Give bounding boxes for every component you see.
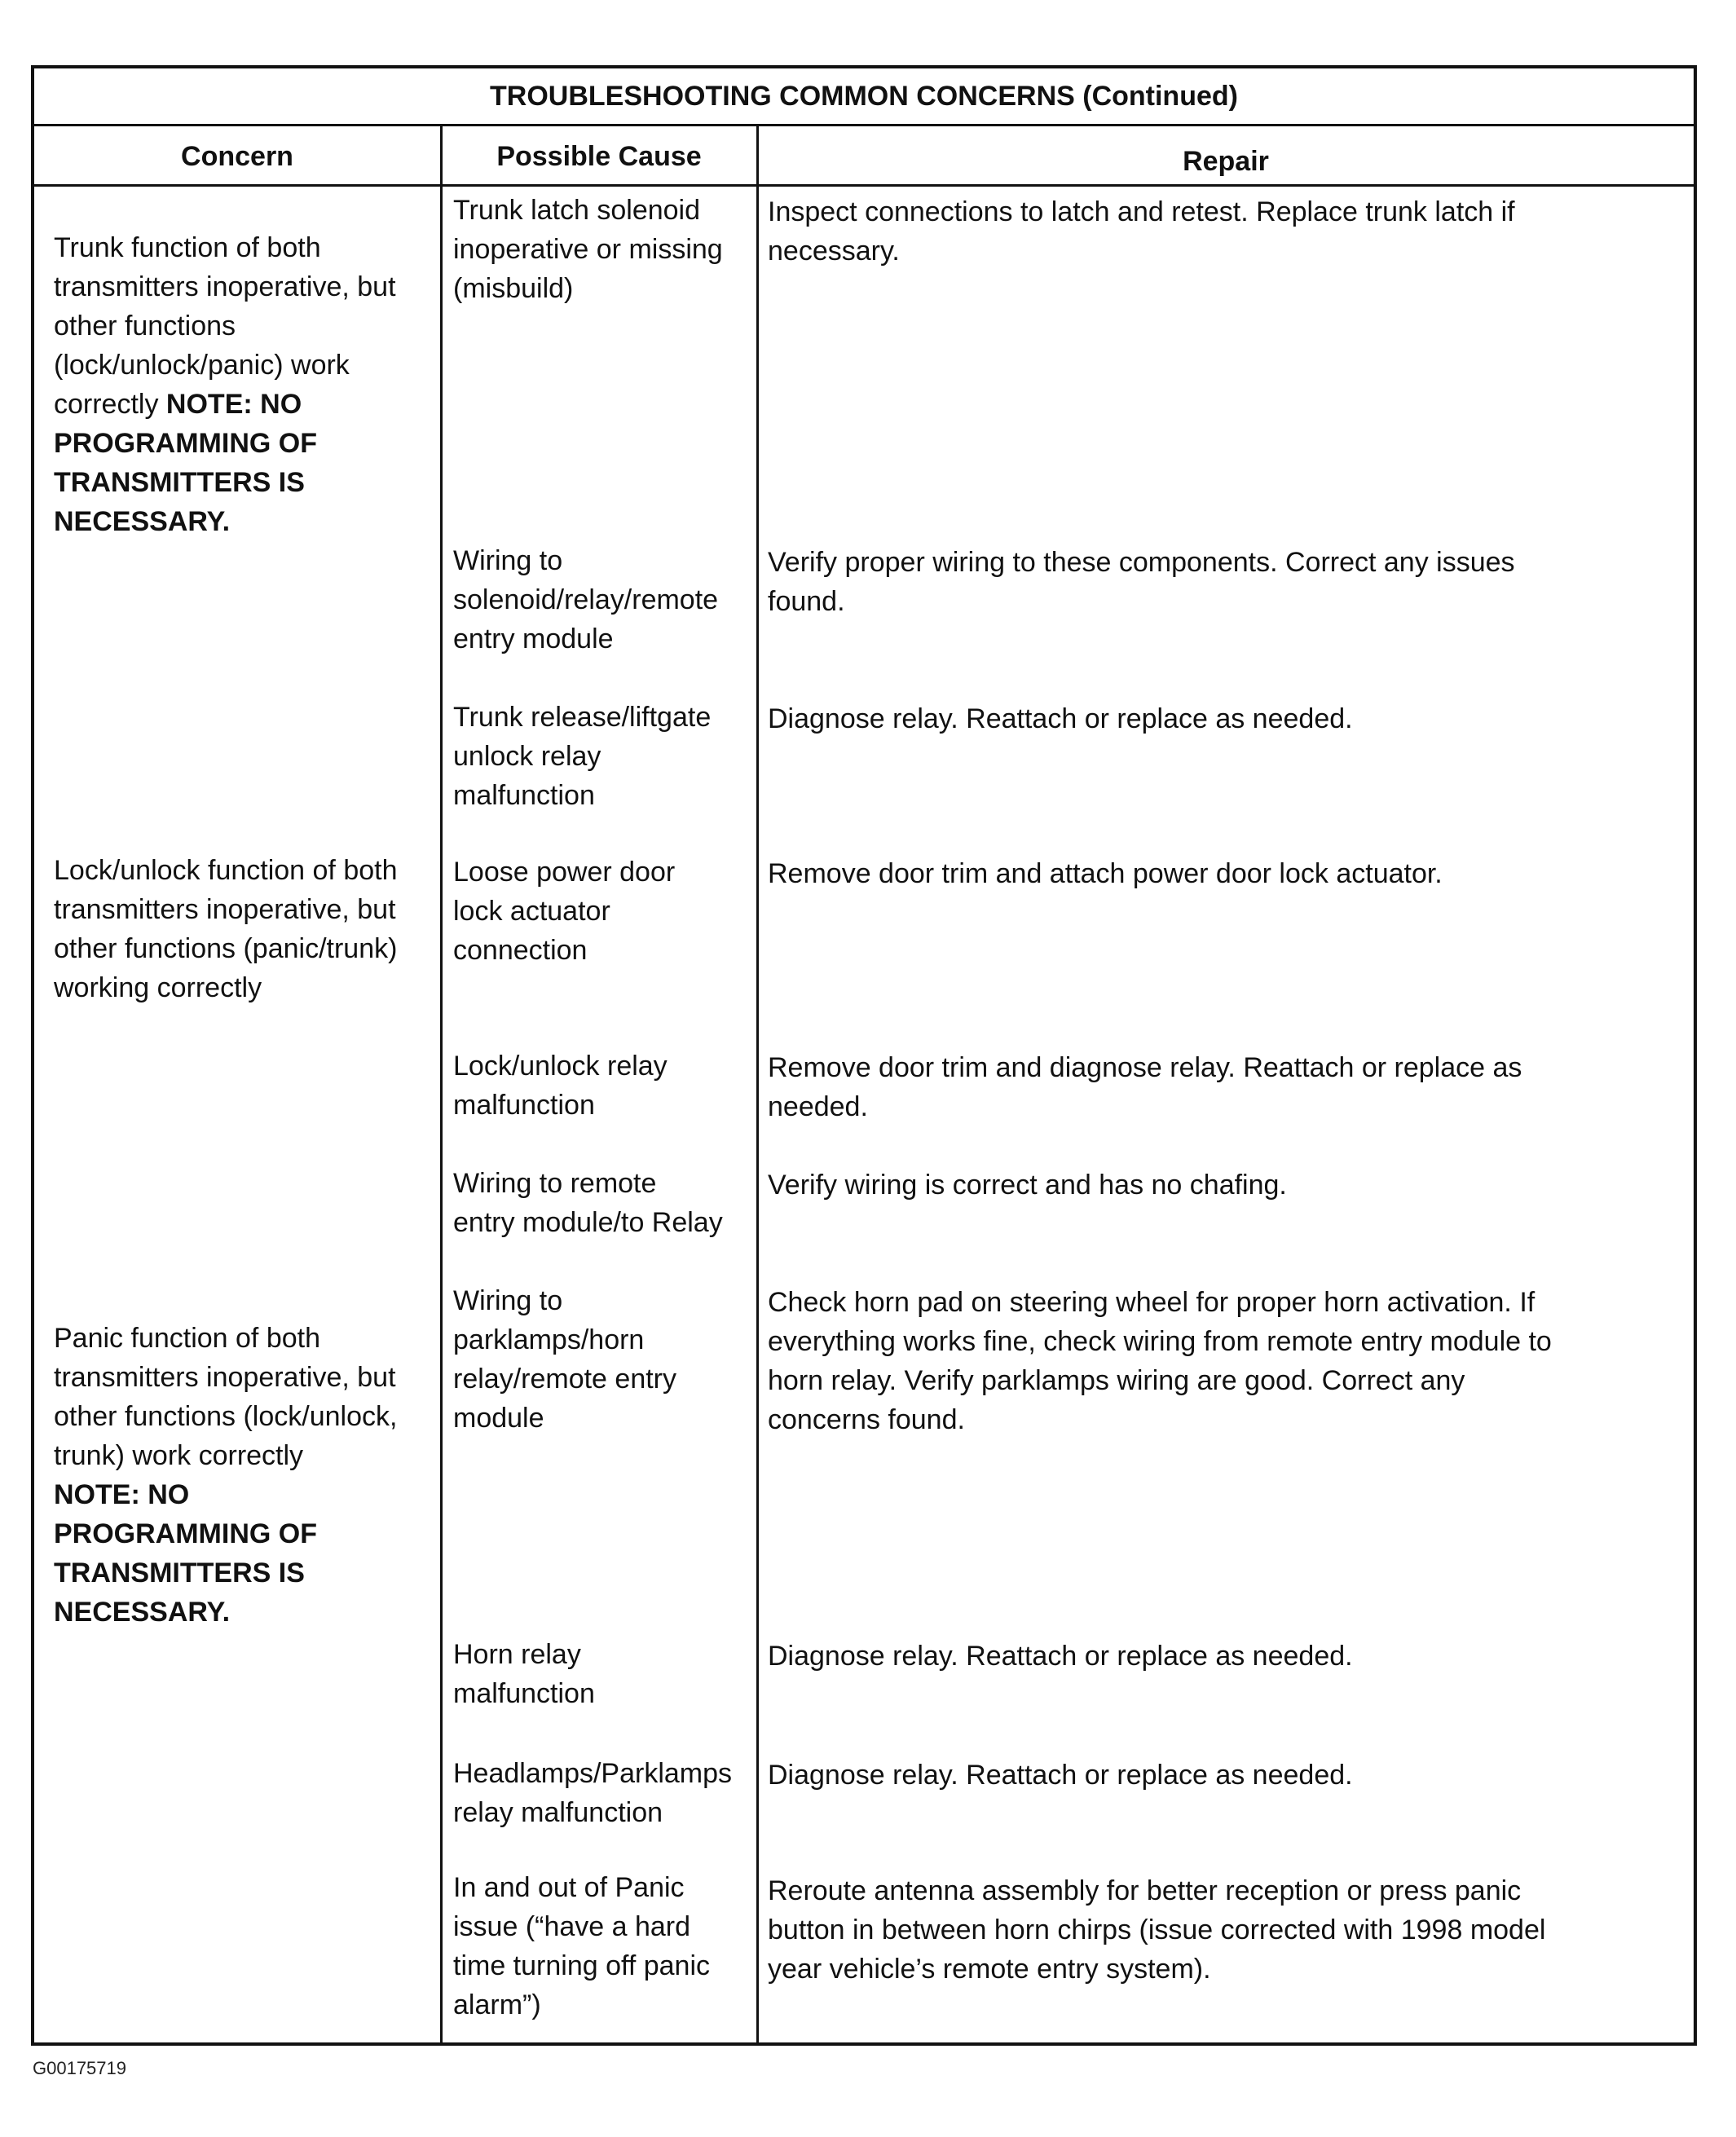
table-row-2-repair: Diagnose relay. Reattach or replace as needed. [768,703,1353,734]
title-divider [34,124,1694,126]
troubleshooting-table [31,65,1697,2046]
table-row-7-repair: Diagnose relay. Reattach or replace as needed. [768,1641,1353,1672]
table-row-0-concern [54,189,461,541]
table-row-3-cause: Loose power door lock actuator connection [453,857,676,966]
header-divider [34,184,1694,187]
header-concern: Concern [181,141,293,172]
table-row-9-repair: Reroute antenna assembly for better reception or press panic button in between horn chirps (issue corrected with 1998 model year vehicle’s remote entry system). [768,1875,1546,1985]
table-row-7-cause: Horn relay malfunction [453,1639,595,1709]
table-row-3-concern: Lock/unlock function of both transmitters inoperative, but other functions (panic/trunk) working correctly [54,855,398,1003]
table-row-4-repair: Remove door trim and diagnose relay. Reattach or replace as needed. [768,1052,1522,1122]
table-row-9-cause: In and out of Panic issue (“have a hard time turning off panic alarm”) [453,1872,710,2020]
table-row-4-cause: Lock/unlock relay malfunction [453,1051,668,1121]
table-title: TROUBLESHOOTING COMMON CONCERNS (Continued) [490,81,1238,112]
concern-text: Panic function of both transmitters inoperative, but other functions (lock/unlock, trunk) work correctly [54,1323,398,1471]
table-row-2-cause: Trunk release/liftgate unlock relay malfunction [453,702,712,811]
figure-code: G00175719 [33,2058,126,2078]
table-row-3-repair: Remove door trim and attach power door lock actuator. [768,858,1443,889]
table-row-6-concern [54,1280,461,1671]
header-repair: Repair [1183,146,1269,177]
table-row-0-cause: Trunk latch solenoid inoperative or missing (misbuild) [453,195,723,304]
table-row-0-repair: Inspect connections to latch and retest. Replace trunk latch if necessary. [768,196,1515,267]
table-row-5-repair: Verify wiring is correct and has no chafing. [768,1170,1287,1201]
concern-note: NOTE: NO PROGRAMMING OF TRANSMITTERS IS NECESSARY. [54,1479,317,1628]
table-row-8-repair: Diagnose relay. Reattach or replace as needed. [768,1760,1353,1791]
table-row-1-repair: Verify proper wiring to these components. Correct any issues found. [768,547,1515,617]
table-row-5-cause: Wiring to remote entry module/to Relay [453,1168,723,1238]
concern-note: NOTE: NO PROGRAMMING OF TRANSMITTERS IS NECESSARY. [54,389,317,537]
column-divider-cause [756,126,759,2042]
table-row-6-cause: Wiring to parklamps/horn relay/remote entry module [453,1285,676,1434]
table-row-1-cause: Wiring to solenoid/relay/remote entry module [453,545,719,654]
header-cause: Possible Cause [496,141,702,172]
table-row-6-repair: Check horn pad on steering wheel for proper horn activation. If everything works fine, check wiring from remote entry module to horn relay. Verify parklamps wiring are good. Correct any concerns found. [768,1287,1552,1435]
table-row-8-cause: Headlamps/Parklamps relay malfunction [453,1758,733,1828]
concern-text: Trunk function of both transmitters inoperative, but other functions (lock/unlock/panic) work correctly [54,232,396,420]
